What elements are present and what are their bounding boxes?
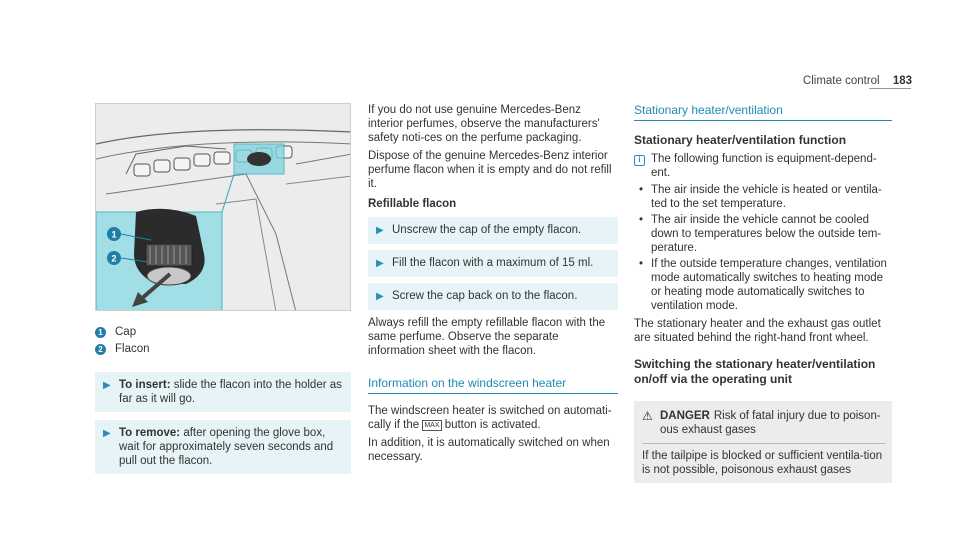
paragraph: In addition, it is automatically switched on when necessary. [368,437,610,463]
danger-heading: Risk of fatal injury due to poison-ous exhaust gases [660,410,881,436]
step-arrow-icon: ▶ [376,225,384,236]
info-note [634,152,892,180]
legend-number-badge: 2 [95,344,106,355]
step-label: To remove: [119,427,181,439]
instruction-step [95,372,351,412]
svg-text:1: 1 [111,229,117,240]
instruction-step [368,250,618,277]
bullet-list [634,183,892,313]
column-left [95,103,351,474]
instruction-step [95,420,351,474]
step-text: after opening the glove box, wait for approximately seven seconds and pull out the flacon. [119,427,334,467]
info-icon: i [634,155,645,166]
perfume-holder-illustration [95,103,351,311]
warning-triangle-icon: ⚠ [642,409,653,423]
step-text: Unscrew the cap of the empty flacon. [392,224,582,236]
instruction-step [368,283,618,310]
figure-legend [95,324,351,358]
column-right [634,103,892,483]
section-title-stationary-heater: Stationary heater/ventilation [634,103,892,121]
header-rule [869,88,911,89]
legend-number-badge: 1 [95,327,106,338]
step-arrow-icon: ▶ [103,380,111,391]
paragraph: The stationary heater and the exhaust gas outlet are situated behind the right-hand front wheel. [634,318,881,344]
step-text: Screw the cap back on to the flacon. [392,290,578,302]
info-text: The following function is equipment-depend-ent. [651,153,877,179]
step-text: slide the flacon into the holder as far as it will go. [119,379,342,405]
subheading-switching: Switching the stationary heater/ventilation on/off via the operating unit [634,357,876,386]
instruction-step [368,217,618,244]
legend-label: Flacon [115,343,150,355]
paragraph: If you do not use genuine Mercedes-Benz interior perfumes, observe the manufacturers' safety noti-ces on the perfume packaging. [368,104,600,144]
section-name: Climate control [802,75,880,87]
list-item: • If the outside temperature changes, ventilation mode automatically switches to heating mode or heating mode automatically switches to ventilation mode. [634,257,892,313]
legend-label: Cap [115,326,137,338]
section-title-windscreen-heater: Information on the windscreen heater [368,376,618,394]
subheading-refillable-flacon: Refillable flacon [368,198,457,210]
page-header [803,75,912,87]
step-arrow-icon: ▶ [376,258,384,269]
paragraph: Dispose of the genuine Mercedes-Benz interior perfume flacon when it is empty and do not refill it. [368,150,612,190]
step-arrow-icon: ▶ [103,428,111,439]
danger-warning-box [634,401,892,483]
legend-item [95,341,351,358]
list-item: • The air inside the vehicle is heated or ventila-ted to the set temperature. [634,183,892,211]
danger-label: DANGER [660,410,710,422]
subheading-function: Stationary heater/ventilation function [634,133,847,147]
list-item: • The air inside the vehicle cannot be cooled down to temperatures below the outside tem-perature. [634,213,892,255]
step-label: To insert: [119,379,171,391]
svg-text:2: 2 [111,253,117,264]
step-arrow-icon: ▶ [376,291,384,302]
callout-1 [107,227,121,241]
dashboard-drawing [96,104,351,311]
page-number: 183 [892,75,912,87]
column-middle [368,103,618,464]
defrost-max-icon: MAX [424,422,440,429]
paragraph: Always refill the empty refillable flacon with the same perfume. Observe the separate information sheet with the flacon. [368,317,606,357]
step-text: Fill the flacon with a maximum of 15 ml. [392,257,594,269]
paragraph: The windscreen heater is switched on automati-cally if the MAX button is activated. [368,405,612,431]
danger-body: If the tailpipe is blocked or sufficient ventila-tion is not possible, poisonous exhaust gases [642,443,886,477]
legend-item [95,324,351,341]
callout-2 [107,251,121,265]
